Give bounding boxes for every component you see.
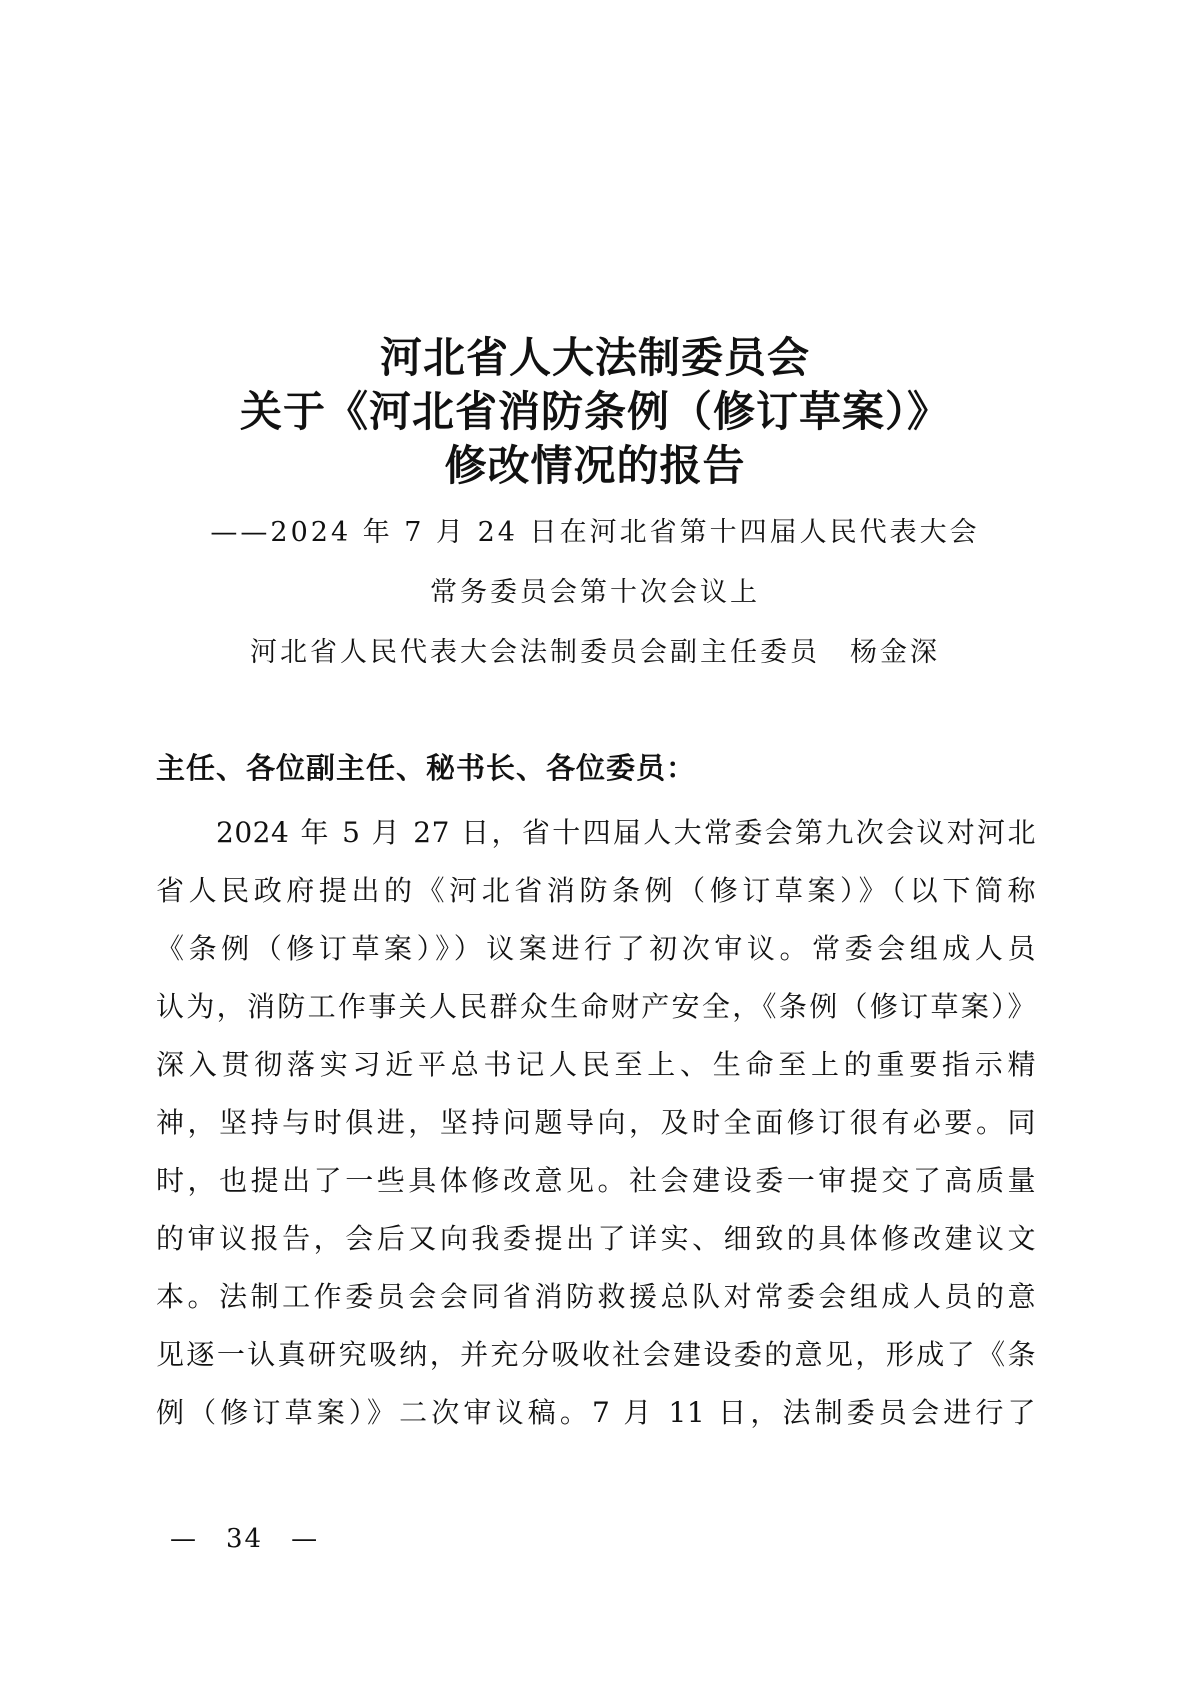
- body-line: 例（修订草案）》二次审议稿。7 月 11 日，法制委员会进行了: [156, 1396, 1036, 1429]
- body-line: 的审议报告，会后又向我委提出了详实、细致的具体修改建议文: [156, 1222, 1036, 1255]
- body-line: 见逐一认真研究吸纳，并充分吸收社会建设委的意见，形成了《条: [156, 1338, 1036, 1371]
- report-title-line-2: 关于《河北省消防条例（修订草案）》: [239, 387, 950, 436]
- body-line: 省人民政府提出的《河北省消防条例（修订草案）》（以下简称: [156, 874, 1036, 907]
- body-line: 本。法制工作委员会会同省消防救援总队对常委会组成人员的意: [156, 1280, 1036, 1313]
- report-subtitle-date: ——2024 年 7 月 24 日在河北省第十四届人民代表大会: [210, 517, 980, 548]
- body-line: 认为，消防工作事关人民群众生命财产安全，《条例（修订草案）》: [156, 990, 1036, 1023]
- body-line: 深入贯彻落实习近平总书记人民至上、生命至上的重要指示精: [156, 1048, 1036, 1081]
- page-number: — 34 —: [170, 1524, 320, 1554]
- report-title-line-3: 修改情况的报告: [444, 441, 746, 490]
- report-subtitle-meeting: 常务委员会第十次会议上: [430, 577, 760, 608]
- body-line: 神，坚持与时俱进，坚持问题导向，及时全面修订很有必要。同: [156, 1106, 1036, 1139]
- body-line: 《条例（修订草案）》）议案进行了初次审议。常委会组成人员: [156, 932, 1036, 965]
- report-subtitle-speaker: 河北省人民代表大会法制委员会副主任委员 杨金深: [250, 637, 940, 668]
- report-title-line-1: 河北省人大法制委员会: [379, 333, 810, 382]
- body-line: 时，也提出了一些具体修改意见。社会建设委一审提交了高质量: [156, 1164, 1036, 1197]
- body-line: 2024 年 5 月 27 日，省十四届人大常委会第九次会议对河北: [216, 816, 1036, 849]
- body-paragraph: [156, 804, 1036, 1442]
- salutation: 主任、各位副主任、秘书长、各位委员：: [156, 751, 697, 785]
